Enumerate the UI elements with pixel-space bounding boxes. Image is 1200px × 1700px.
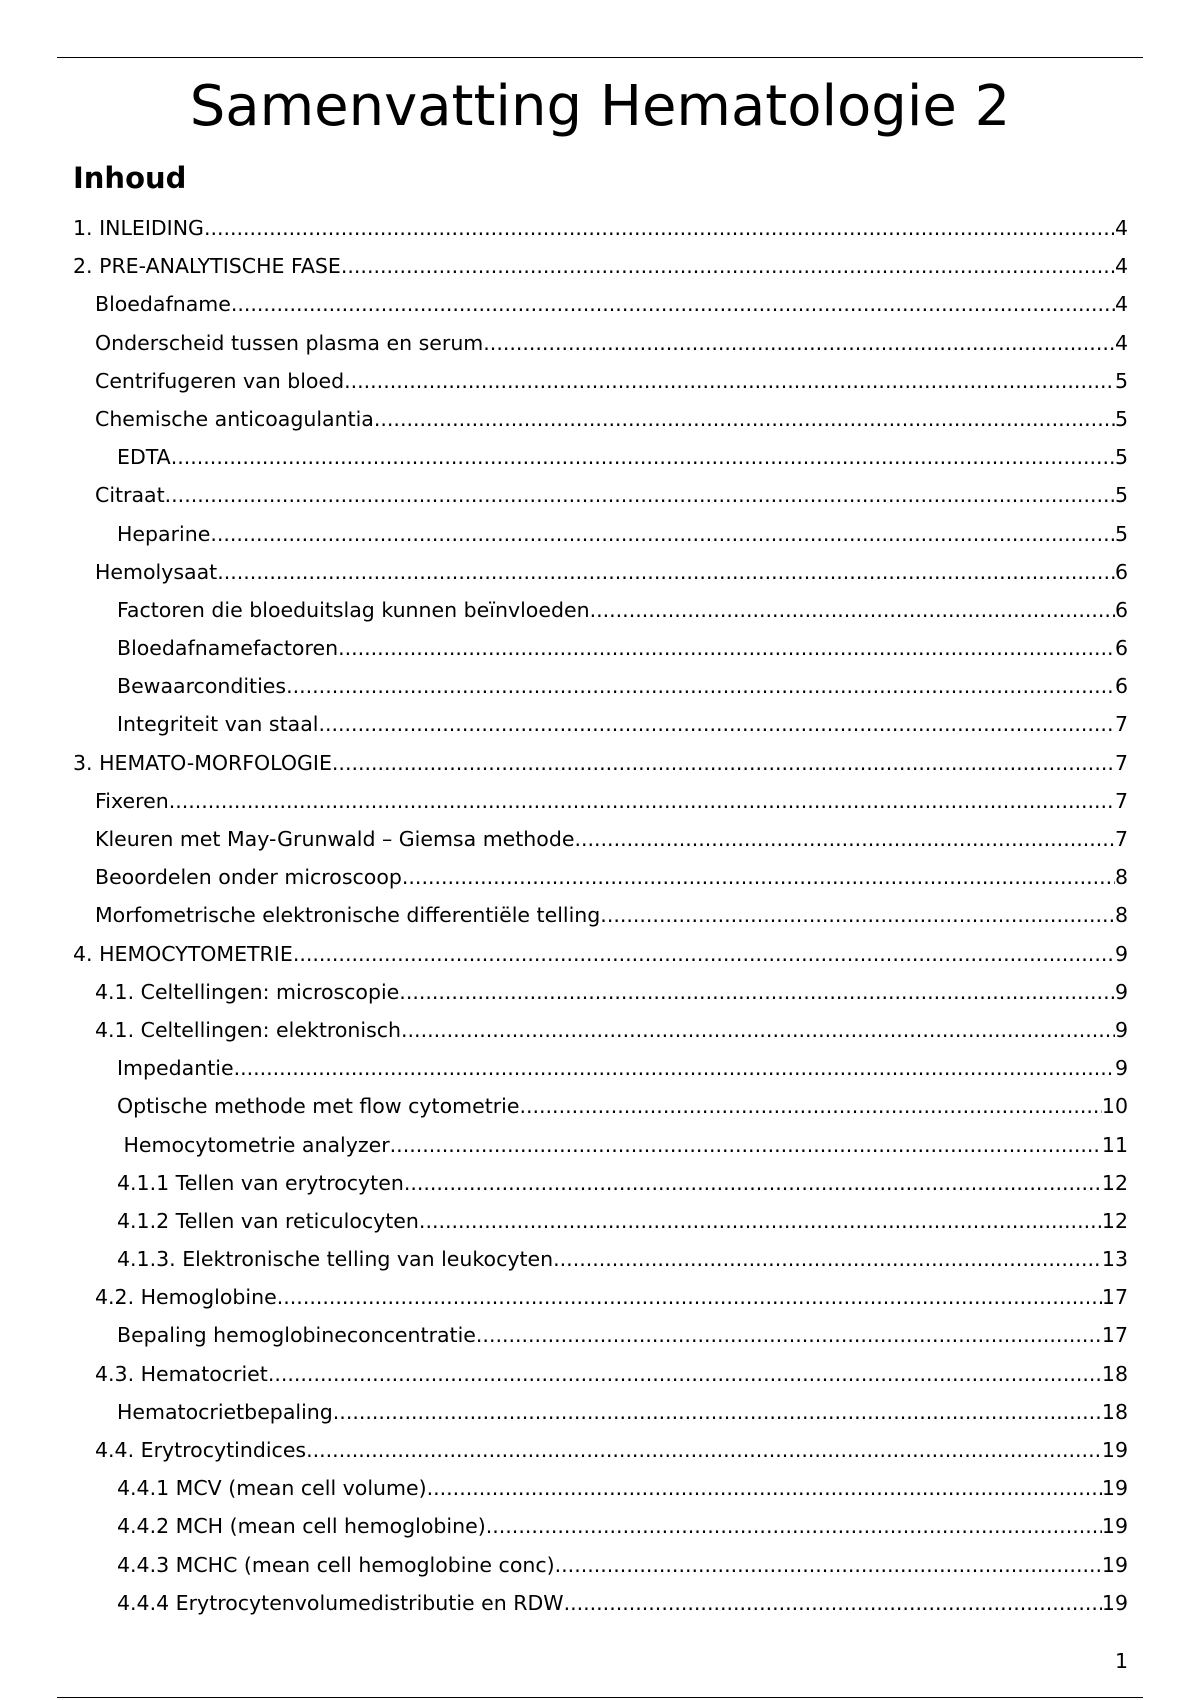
- toc-entry[interactable]: [73, 285, 1128, 323]
- toc-entry-label: 4.1. Celtellingen: microscopie: [95, 979, 400, 1004]
- toc-entry[interactable]: [73, 667, 1128, 705]
- toc-entry[interactable]: [73, 1126, 1128, 1164]
- toc-entry-page: 4: [1114, 216, 1128, 240]
- toc-entry[interactable]: [73, 400, 1128, 438]
- toc-entry-page: 5: [1114, 521, 1128, 546]
- toc-entry[interactable]: [73, 1316, 1128, 1354]
- toc-entry-label: 2. PRE-ANALYTISCHE FASE: [73, 254, 341, 279]
- toc-entry[interactable]: [73, 629, 1128, 667]
- toc-dot-leader: [486, 1507, 1102, 1545]
- toc-dot-leader: [165, 476, 1115, 514]
- toc-dot-leader: [171, 438, 1115, 476]
- toc-entry-page: 17: [1101, 1285, 1128, 1310]
- toc-entry-page: 4: [1114, 254, 1128, 279]
- toc-entry-label: 4.3. Hematocriet: [95, 1361, 268, 1386]
- toc-dot-leader: [306, 1431, 1102, 1469]
- toc-entry-page: 10: [1101, 1094, 1128, 1119]
- toc-dot-leader: [217, 553, 1115, 591]
- toc-entry-label: Factoren die bloeduitslag kunnen beïnvloeden: [117, 597, 590, 622]
- toc-entry-label: Chemische anticoagulantia: [95, 406, 374, 431]
- toc-entry[interactable]: [73, 1546, 1128, 1584]
- toc-dot-leader: [234, 1049, 1115, 1087]
- toc-dot-leader: [268, 1355, 1102, 1393]
- toc-entry-label: Bewaarcondities: [117, 674, 287, 699]
- toc-entry[interactable]: [73, 209, 1128, 247]
- toc-entry-page: 12: [1101, 1208, 1128, 1233]
- toc-entry-label: Beoordelen onder microscoop: [95, 865, 402, 890]
- toc-entry-page: 7: [1114, 712, 1128, 737]
- toc-entry[interactable]: [73, 1584, 1128, 1622]
- toc-entry-label: Hemolysaat: [95, 559, 218, 584]
- toc-entry[interactable]: [73, 858, 1128, 896]
- toc-entry[interactable]: [73, 1393, 1128, 1431]
- toc-entry[interactable]: [73, 1240, 1128, 1278]
- toc-heading: Inhoud: [73, 161, 187, 195]
- toc-entry-page: 5: [1114, 406, 1128, 431]
- toc-entry-page: 19: [1101, 1514, 1128, 1539]
- toc-entry-page: 18: [1101, 1399, 1128, 1424]
- toc-entry[interactable]: [73, 1087, 1128, 1125]
- toc-entry-page: 5: [1114, 445, 1128, 470]
- toc-dot-leader: [402, 858, 1115, 896]
- header-rule: [57, 57, 1143, 58]
- toc-entry[interactable]: [73, 782, 1128, 820]
- toc-entry-label: Bloedafname: [95, 292, 231, 317]
- toc-entry-page: 19: [1101, 1590, 1128, 1615]
- toc-entry-page: 13: [1101, 1247, 1128, 1272]
- toc-entry-page: 11: [1101, 1132, 1128, 1157]
- toc-entry-label: Kleuren met May-Grunwald – Giemsa methode: [95, 827, 575, 851]
- toc-entry-label: 4.4.4 Erytrocytenvolumedistributie en RDW: [117, 1590, 564, 1615]
- toc-entry-page: 6: [1114, 636, 1128, 661]
- toc-dot-leader: [231, 285, 1115, 323]
- toc-entry[interactable]: [73, 553, 1128, 591]
- toc-entry-page: 8: [1114, 865, 1128, 890]
- toc-entry-label: 1. INLEIDING: [73, 216, 204, 240]
- toc-dot-leader: [338, 629, 1115, 667]
- toc-entry-page: 5: [1114, 368, 1128, 393]
- toc-entry-label: Bepaling hemoglobineconcentratie: [117, 1323, 476, 1348]
- toc-dot-leader: [332, 744, 1115, 782]
- toc-dot-leader: [204, 209, 1115, 247]
- footer-rule: [57, 1697, 1143, 1698]
- toc-entry-page: 6: [1114, 559, 1128, 584]
- toc-entry-page: 8: [1114, 903, 1128, 928]
- toc-entry-label: Integriteit van staal: [117, 712, 319, 737]
- toc-dot-leader: [277, 1278, 1102, 1316]
- toc-entry-page: 7: [1114, 750, 1128, 775]
- toc-entry[interactable]: [73, 896, 1128, 934]
- toc-dot-leader: [519, 1087, 1101, 1125]
- toc-entry-label: 3. HEMATO-MORFOLOGIE: [73, 750, 332, 775]
- toc-entry-page: 5: [1114, 483, 1128, 508]
- toc-entry[interactable]: [73, 324, 1128, 362]
- toc-dot-leader: [344, 362, 1115, 400]
- toc-dot-leader: [564, 1584, 1102, 1622]
- toc-entry-page: 19: [1101, 1476, 1128, 1501]
- toc-entry-label: Bloedafnamefactoren: [117, 636, 339, 661]
- toc-entry-label: 4.4. Erytrocytindices: [95, 1438, 307, 1462]
- toc-entry-page: 4: [1114, 330, 1128, 355]
- toc-dot-leader: [555, 1546, 1102, 1584]
- toc-entry-label: Impedantie: [117, 1056, 234, 1081]
- toc-dot-leader: [427, 1469, 1102, 1507]
- toc-entry-label: 4.4.3 MCHC (mean cell hemoglobine conc): [117, 1552, 555, 1577]
- toc-dot-leader: [590, 591, 1115, 629]
- toc-entry-label: Optische methode met flow cytometrie: [117, 1094, 520, 1119]
- toc-entry[interactable]: [73, 820, 1128, 858]
- toc-entry-label: 4. HEMOCYTOMETRIE: [73, 941, 293, 966]
- toc-entry[interactable]: [73, 1164, 1128, 1202]
- toc-entry-label: Citraat: [95, 483, 165, 508]
- toc-entry-label: 4.4.1 MCV (mean cell volume): [117, 1476, 427, 1501]
- toc-entry-page: 9: [1114, 1056, 1128, 1081]
- toc-dot-leader: [341, 247, 1115, 285]
- toc-entry[interactable]: [73, 438, 1128, 476]
- toc-dot-leader: [401, 1011, 1115, 1049]
- page-number: 1: [1114, 1649, 1128, 1673]
- toc-entry-page: 6: [1114, 674, 1128, 699]
- toc-entry[interactable]: [73, 744, 1128, 782]
- toc-entry[interactable]: [73, 1355, 1128, 1393]
- toc-entry-label: Morfometrische elektronische differentiële telling: [95, 903, 601, 928]
- toc-dot-leader: [553, 1240, 1102, 1278]
- toc-entry[interactable]: [73, 973, 1128, 1011]
- toc-dot-leader: [390, 1126, 1102, 1164]
- toc-entry[interactable]: [73, 1431, 1128, 1469]
- toc-entry-label: 4.2. Hemoglobine: [95, 1285, 277, 1310]
- toc-entry-page: 9: [1114, 1017, 1128, 1042]
- table-of-contents: [73, 209, 1128, 1622]
- toc-dot-leader: [286, 667, 1115, 705]
- toc-dot-leader: [483, 324, 1115, 362]
- toc-entry-label: EDTA: [117, 445, 171, 470]
- toc-entry-label: 4.4.2 MCH (mean cell hemoglobine): [117, 1514, 486, 1539]
- toc-entry[interactable]: [73, 362, 1128, 400]
- toc-entry-label: Hemocytometrie analyzer: [117, 1132, 390, 1157]
- toc-entry[interactable]: [73, 1049, 1128, 1087]
- toc-entry-page: 19: [1101, 1552, 1128, 1577]
- toc-entry-page: 9: [1114, 979, 1128, 1004]
- toc-dot-leader: [333, 1393, 1102, 1431]
- toc-dot-leader: [374, 400, 1115, 438]
- toc-entry[interactable]: [73, 515, 1128, 553]
- toc-entry-label: 4.1.1 Tellen van erytrocyten: [117, 1170, 404, 1195]
- toc-dot-leader: [476, 1316, 1102, 1354]
- toc-entry-page: 4: [1114, 292, 1128, 317]
- toc-dot-leader: [293, 935, 1115, 973]
- toc-entry-label: 4.1.2 Tellen van reticulocyten: [117, 1208, 419, 1233]
- toc-entry[interactable]: [73, 1469, 1128, 1507]
- toc-entry[interactable]: [73, 1011, 1128, 1049]
- toc-entry-page: 19: [1101, 1438, 1128, 1462]
- toc-dot-leader: [210, 515, 1115, 553]
- toc-dot-leader: [399, 973, 1115, 1011]
- toc-entry-page: 6: [1114, 597, 1128, 622]
- toc-entry[interactable]: [73, 247, 1128, 285]
- toc-dot-leader: [404, 1164, 1102, 1202]
- toc-entry-page: 9: [1114, 941, 1128, 966]
- toc-entry-label: Hematocrietbepaling: [117, 1399, 333, 1424]
- toc-entry-label: 4.1.3. Elektronische telling van leukocyten: [117, 1247, 554, 1272]
- toc-dot-leader: [574, 820, 1114, 858]
- toc-entry[interactable]: [73, 1202, 1128, 1240]
- toc-entry-label: 4.1. Celtellingen: elektronisch: [95, 1017, 402, 1042]
- toc-dot-leader: [169, 782, 1115, 820]
- toc-entry[interactable]: [73, 935, 1128, 973]
- toc-entry[interactable]: [73, 1278, 1128, 1316]
- toc-entry-label: Onderscheid tussen plasma en serum: [95, 330, 484, 355]
- toc-dot-leader: [419, 1202, 1102, 1240]
- toc-entry-page: 18: [1101, 1361, 1128, 1386]
- toc-entry-label: Centrifugeren van bloed: [95, 368, 345, 393]
- toc-entry-page: 17: [1101, 1323, 1128, 1348]
- toc-entry-page: 7: [1114, 827, 1128, 851]
- document-title: Samenvatting Hematologie 2: [189, 74, 1011, 139]
- toc-entry-label: Fixeren: [95, 788, 169, 813]
- toc-entry[interactable]: [73, 705, 1128, 743]
- toc-entry-page: 12: [1101, 1170, 1128, 1195]
- toc-entry[interactable]: [73, 591, 1128, 629]
- toc-entry[interactable]: [73, 1507, 1128, 1545]
- toc-entry-label: Heparine: [117, 521, 211, 546]
- toc-dot-leader: [600, 896, 1115, 934]
- toc-entry-page: 7: [1114, 788, 1128, 813]
- toc-entry[interactable]: [73, 476, 1128, 514]
- toc-dot-leader: [318, 705, 1114, 743]
